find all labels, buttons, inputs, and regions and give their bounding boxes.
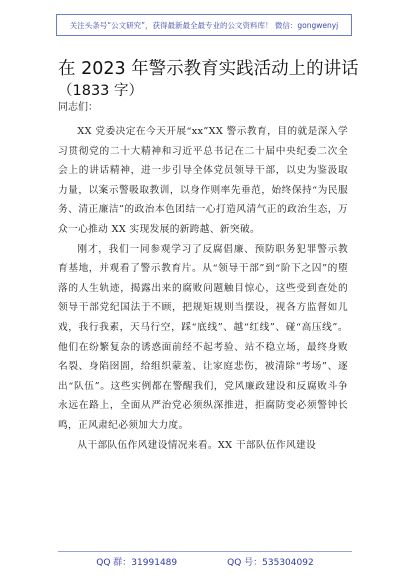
footer-qq-number: QQ 号：535304092 <box>227 558 314 568</box>
document-title: 在 2023 年警示教育实践活动上的讲话 <box>58 59 359 79</box>
paragraph-3: 从干部队伍作风建设情况来看。XX 干部队伍作风建设 <box>77 439 317 451</box>
word-count: （1833 字） <box>58 83 144 99</box>
footer-divider <box>58 551 352 552</box>
paragraph-2: 刚才，我们一同参观学习了反腐倡廉、预防职务犯罪警示教育基地，并观看了警示教育片。从“领导干部”到“阶下之囚”的堕落的人生轨迹，揭露出来的腐败问题触目惊心，这些受到查处的领导干部党纪国法于不顾，把规矩规则当摆设，视各方监督如儿戏，我行我素，天马行空，踩“底线”、越“红线”、碰“高压线”。他们在纷繁复杂的诱惑面前经不起考验、站不稳立场，最终身败名裂、身陷囹圄，给组织蒙羞、让家庭悲伤，被清除“考场”、逐出“队伍”。这些实例都在警醒我们，党风廉政建设和反腐败斗争永远在路上，全面从严治党必须纵深推进，拒腐防变必须警钟长鸣，正风肃纪必须加大力度。 <box>58 243 348 431</box>
paragraph-1: XX 党委决定在今天开展“xx”XX 警示教育，目的就是深入学习贯彻党的二十大精神和习近平总书记在二十届中央纪委二次全会上的讲话精神，进一步引导全体党员领导干部，以史为鉴汲取力量，以案示警吸取教训，以身作则率先垂范，始终保持“为民服务、清正廉洁”的政治本色团结一心打造风清气正的政治生态，万众一心推动 XX 实现发展的新跨越、新突破。 <box>58 126 348 235</box>
footer-qq-group: QQ 群：31991489 <box>96 558 178 568</box>
document-body <box>58 122 348 455</box>
footer <box>58 555 352 568</box>
promo-banner-text: 关注头条号“公文研究”，获得最新最全最专业的公文资料库！ 微信：gongwenyj <box>69 20 339 30</box>
greeting: 同志们： <box>58 102 98 113</box>
promo-banner <box>56 14 352 36</box>
